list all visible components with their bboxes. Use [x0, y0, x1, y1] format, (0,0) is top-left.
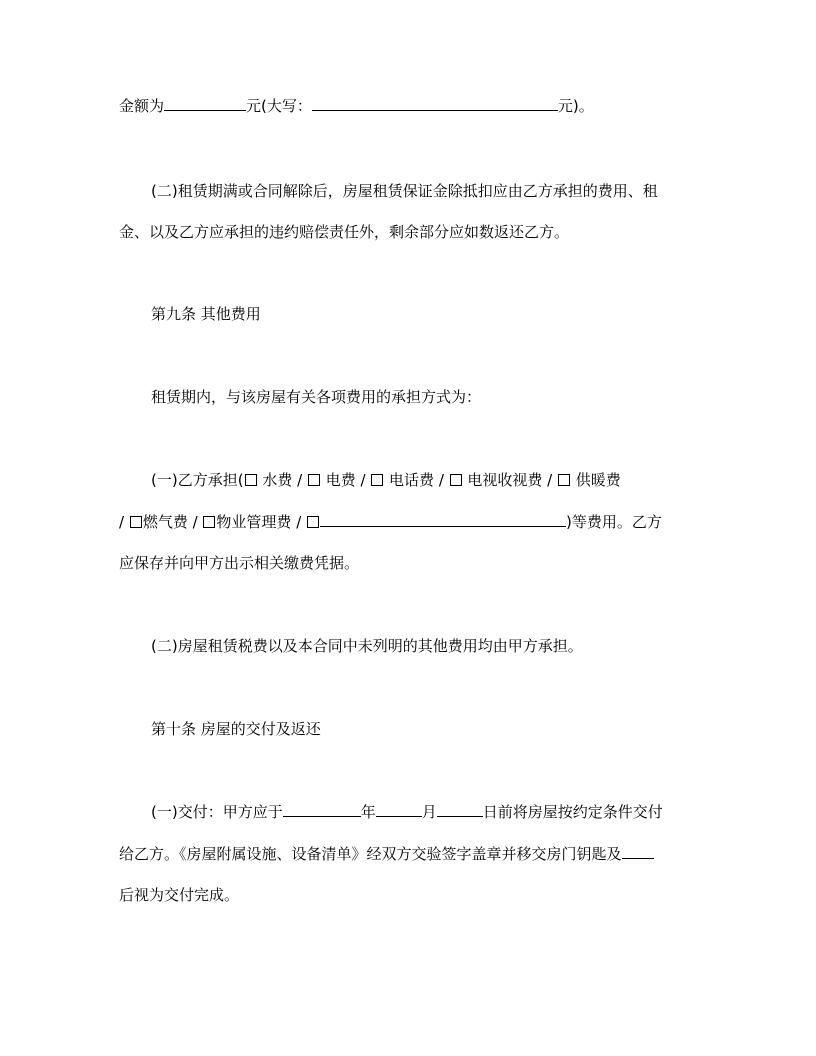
text: )等费用。乙方: [566, 513, 662, 531]
text: 金额为: [119, 97, 165, 115]
text: 第十条 房屋的交付及返还: [151, 720, 321, 738]
text: 日前将房屋按约定条件交付: [482, 803, 663, 821]
text: (二)房屋租赁税费以及本合同中未列明的其他费用均由甲方承担。: [151, 637, 583, 655]
checkbox-icon: [308, 474, 320, 486]
article-heading: [151, 304, 261, 324]
text: 后视为交付完成。: [119, 886, 240, 904]
text: 水费 /: [257, 471, 307, 489]
delivery-date-line: [151, 802, 663, 822]
text: (一)乙方承担(: [151, 471, 244, 489]
checkbox-icon: [245, 474, 257, 486]
paragraph-line: [151, 181, 658, 201]
checkbox-icon: [203, 516, 215, 528]
text: 电视收视费 /: [462, 471, 557, 489]
checkbox-icon: [371, 474, 383, 486]
checkbox-icon: [450, 474, 462, 486]
fee-options-line: [119, 512, 662, 532]
text: 电费 /: [320, 471, 371, 489]
paragraph-line: [119, 553, 359, 573]
deposit-amount-line: [119, 96, 594, 116]
day-blank: [437, 802, 483, 817]
text: 物业管理费 /: [216, 513, 307, 531]
text: 金、以及乙方应承担的违约赔偿责任外，剩余部分应如数返还乙方。: [119, 223, 570, 241]
text: 燃气费 /: [142, 513, 203, 531]
text: 给乙方。《房屋附属设施、设备清单》经双方交验签字盖章并移交房门钥匙及: [119, 845, 622, 863]
fee-options-line: [151, 470, 621, 490]
keys-blank: [622, 844, 654, 859]
paragraph-line: [119, 222, 569, 242]
text: 电话费 /: [384, 471, 449, 489]
month-blank: [376, 802, 422, 817]
paragraph-line: [119, 844, 654, 864]
text: 元)。: [557, 97, 594, 115]
text: (二)租赁期满或合同解除后，房屋租赁保证金除抵扣应由乙方承担的费用、租: [151, 182, 658, 200]
other-fee-blank: [320, 512, 566, 527]
text: 元(大写：: [246, 97, 312, 115]
amount-blank: [164, 96, 246, 111]
paragraph-line: [151, 636, 583, 656]
text: 月: [421, 803, 437, 821]
text: 租赁期内，与该房屋有关各项费用的承担方式为：: [151, 388, 482, 406]
text: 第九条 其他费用: [151, 305, 261, 323]
checkbox-icon: [558, 474, 570, 486]
year-blank: [283, 802, 361, 817]
text: 应保存并向甲方出示相关缴费凭据。: [119, 554, 360, 572]
checkbox-icon: [130, 516, 142, 528]
text: /: [119, 513, 129, 531]
paragraph-line: [119, 885, 239, 905]
article-heading: [151, 719, 321, 739]
amount-uppercase-blank: [312, 96, 558, 111]
text: 年: [360, 803, 376, 821]
paragraph-line: [151, 387, 481, 407]
text: (一)交付：甲方应于: [151, 803, 283, 821]
text: 供暖费: [571, 471, 621, 489]
checkbox-icon: [307, 516, 319, 528]
